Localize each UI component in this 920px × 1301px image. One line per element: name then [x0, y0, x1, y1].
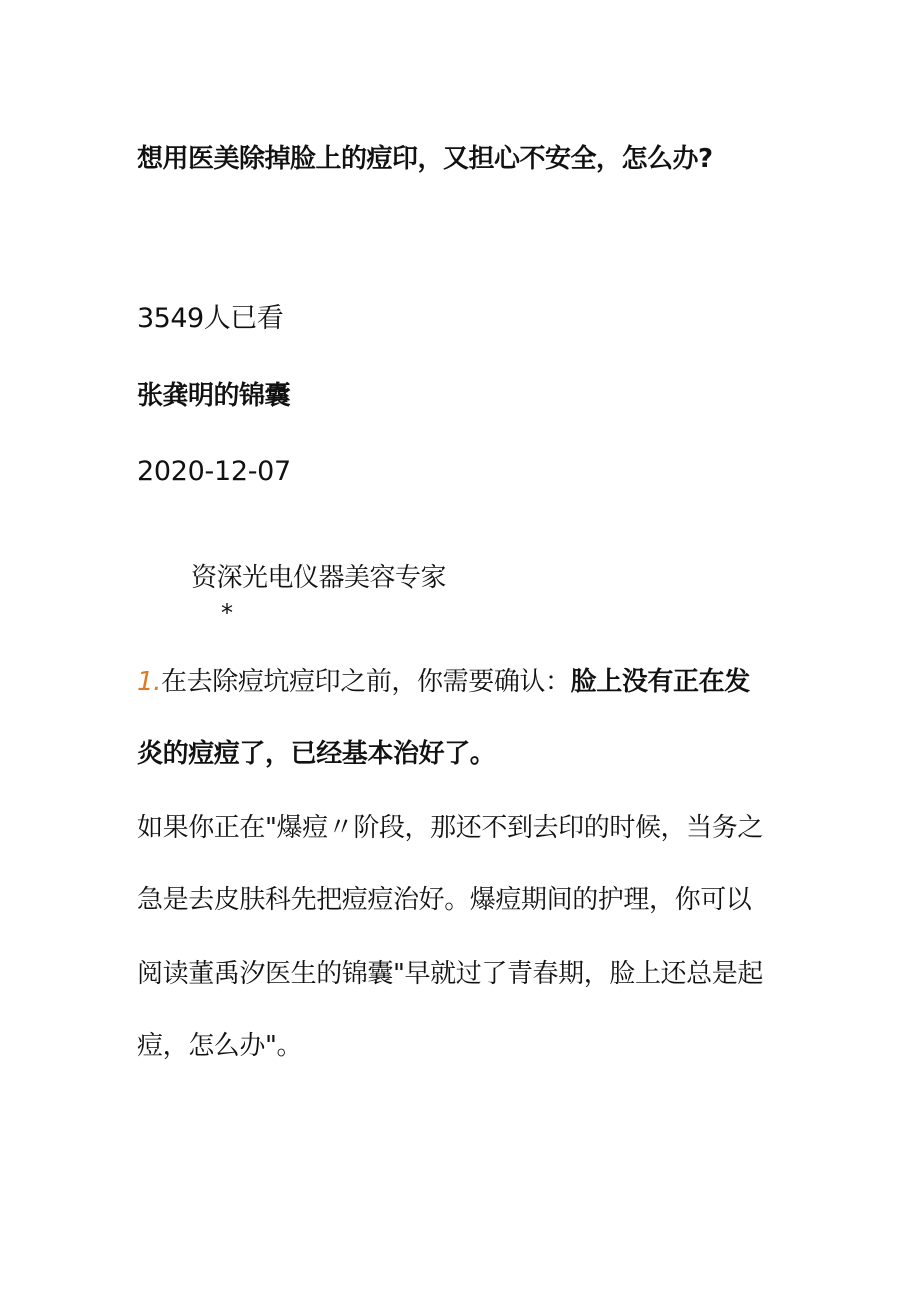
- author-name: 张龚明的锦囊: [137, 381, 291, 411]
- paragraph-line-2: 急是去皮肤科先把痘痘治好。爆痘期间的护理，你可以: [137, 885, 752, 915]
- paragraph-line-1: 如果你正在"爆痘〃阶段，那还不到去印的时候，当务之: [137, 813, 763, 843]
- item1-bold-text: 脸上没有正在发: [570, 667, 750, 697]
- article-title: 想用医美除掉脸上的痘印，又担心不安全，怎么办?: [137, 144, 713, 174]
- paragraph-line-3: 阅读董禹汐医生的锦囊"早就过了青春期，脸上还总是起: [137, 959, 763, 989]
- item-number: 1.: [137, 667, 162, 697]
- publish-date: 2020-12-07: [137, 456, 291, 487]
- item1-line2: 炎的痘痘了，已经基本治好了。: [137, 739, 496, 769]
- author-role: 资深光电仪器美容专家: [191, 563, 447, 593]
- item1-lead: 在去除痘坑痘印之前，你需要确认：: [161, 667, 571, 697]
- role-mark: *: [221, 599, 233, 627]
- item1-line1: [137, 662, 797, 702]
- paragraph-line-4: 痘，怎么办"。: [137, 1031, 303, 1061]
- view-count: 3549人已看: [137, 303, 284, 334]
